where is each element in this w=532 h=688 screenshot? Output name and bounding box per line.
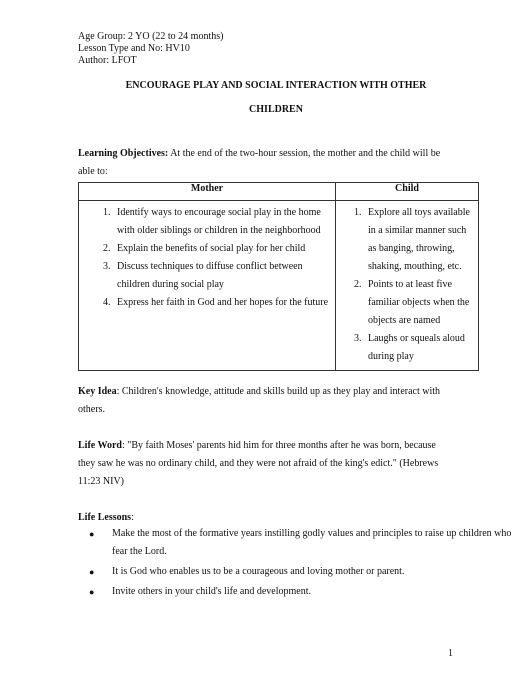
title-line-1: ENCOURAGE PLAY AND SOCIAL INTERACTION WITH OTHER [125, 80, 427, 91]
mother-objectives-list [83, 204, 331, 312]
header-mother: Mother [79, 183, 336, 201]
life-word-label: Life Word [78, 440, 122, 451]
list-item: 2. Points to at least five familiar objects when the objects are named [364, 276, 474, 330]
bullet-icon: ● [89, 567, 95, 577]
key-idea-text-2: others. [78, 404, 105, 415]
objectives-table [78, 182, 479, 371]
life-word [78, 437, 478, 491]
learning-objectives-label: Learning Objectives: [78, 148, 169, 159]
page-number: 1 [448, 648, 453, 659]
list-item: 4. Express her faith in God and her hopes for the future [113, 294, 331, 312]
child-objectives-cell [336, 201, 479, 371]
list-item: 2. Explain the benefits of social play for her child [113, 240, 331, 258]
learning-objectives-intro [78, 145, 478, 181]
life-lessons-list [78, 525, 512, 601]
child-objectives-list [340, 204, 474, 366]
title-line-2: CHILDREN [249, 104, 303, 115]
lesson-text: Make the most of the formative years instilling godly values and principles to raise up children who fear the Lord. [112, 528, 512, 557]
list-item [89, 563, 512, 581]
author: Author: LFOT [78, 55, 137, 66]
key-idea-label: Key Idea [78, 386, 117, 397]
life-lessons-label: Life Lessons [78, 512, 132, 523]
lesson-type: Lesson Type and No: HV10 [78, 43, 190, 54]
list-item: 3. Discuss techniques to diffuse conflict between children during social play [113, 258, 331, 294]
key-idea [78, 383, 478, 419]
lesson-text: It is God who enables us to be a courageous and loving mother or parent. [112, 566, 405, 577]
life-word-text-2: they saw he was no ordinary child, and they were not afraid of the king's edict." (Hebrews [78, 458, 439, 469]
learning-objectives-text-2: able to: [78, 166, 108, 177]
lesson-text: Invite others in your child's life and development. [112, 586, 311, 597]
list-item [89, 525, 512, 561]
life-word-text-3: 11:23 NIV) [78, 476, 125, 487]
list-item: 1. Identify ways to encourage social play in the home with older siblings or children in the neighborhood [113, 204, 331, 240]
list-item [89, 583, 512, 601]
learning-objectives-text-1: At the end of the two-hour session, the mother and the child will be [168, 148, 441, 159]
key-idea-text-1: : Children's knowledge, attitude and skills build up as they play and interact with [116, 386, 441, 397]
bullet-icon: ● [89, 587, 95, 597]
list-item: 3. Laughs or squeals aloud during play [364, 330, 474, 366]
age-group: Age Group: 2 YO (22 to 24 months) [78, 31, 224, 42]
bullet-icon: ● [89, 529, 95, 539]
lesson-header [78, 31, 223, 67]
life-word-text-1: : "By faith Moses' parents hid him for three months after he was born, because [121, 440, 436, 451]
mother-objectives-cell [79, 201, 336, 371]
header-child: Child [336, 183, 479, 201]
list-item: 1. Explore all toys available in a similar manner such as banging, throwing, shaking, mouthing, etc. [364, 204, 474, 276]
life-lessons-colon: : [131, 512, 134, 523]
